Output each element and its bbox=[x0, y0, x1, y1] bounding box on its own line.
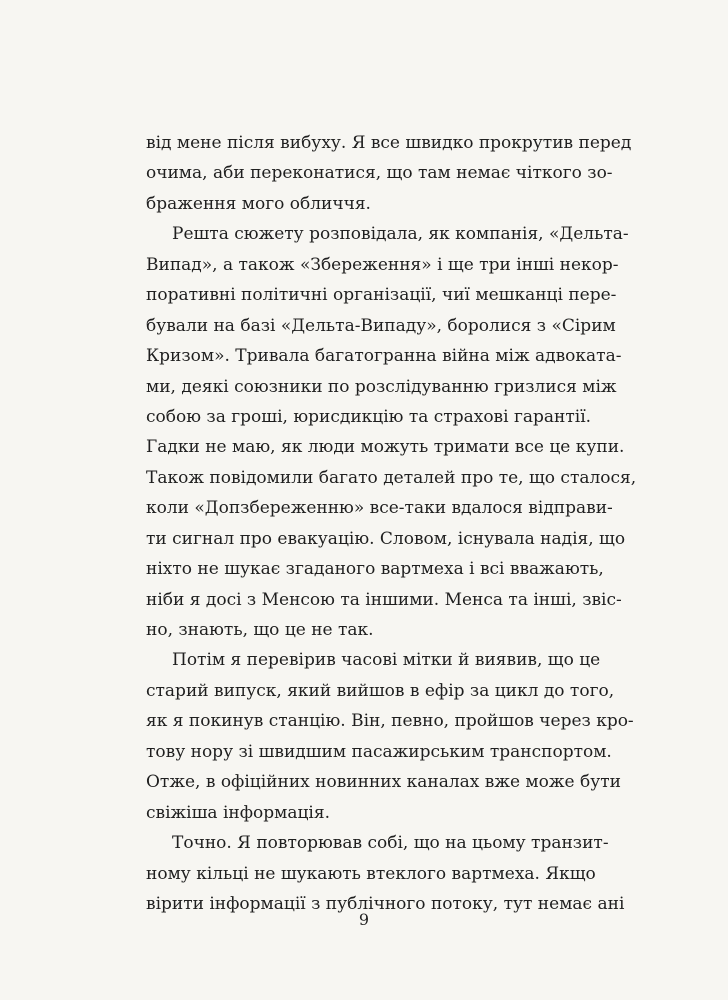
text-line: ніхто не шукає згаданого вартмеха і всі вважають, bbox=[146, 559, 604, 580]
text-line: браження мого обличчя. bbox=[146, 193, 371, 214]
text-line: Також повідомили багато деталей про те, що сталося, bbox=[146, 467, 637, 488]
text-line: ному кільці не шукають втеклого вартмеха. Якщо bbox=[146, 863, 596, 884]
body-text bbox=[146, 128, 637, 919]
text-line: очима, аби переконатися, що там немає чіткого зо- bbox=[146, 163, 613, 184]
text-line: від мене після вибуху. Я все швидко прокрутив перед bbox=[146, 133, 632, 153]
text-line: вірити інформації з публічного потоку, тут немає ані bbox=[146, 893, 625, 914]
text-line: Випад», а також «Збереження» і ще три інші некор- bbox=[146, 254, 619, 275]
text-line: бували на базі «Дельта-Випаду», боролися з «Сірим bbox=[146, 315, 616, 336]
page-number: 9 bbox=[358, 910, 370, 929]
text-line: як я покинув станцію. Він, певно, пройшов через кро- bbox=[146, 711, 634, 732]
text-line: ти сигнал про евакуацію. Словом, існувала надія, що bbox=[146, 528, 626, 549]
text-line: старий випуск, який вийшов в ефір за цикл до того, bbox=[146, 680, 615, 701]
text-line: Точно. Я повторював собі, що на цьому транзит- bbox=[172, 833, 609, 854]
text-line: поративні політичні організації, чиї мешканці пере- bbox=[146, 285, 617, 306]
text-line: свіжіша інформація. bbox=[146, 802, 330, 823]
text-line: ніби я досі з Менсою та іншими. Менса та інші, звіс- bbox=[146, 589, 622, 610]
text-line: собою за гроші, юрисдикцію та страхові гарантії. bbox=[146, 406, 592, 427]
text-line: Кризом». Тривала багатогранна війна між адвоката- bbox=[146, 346, 622, 367]
text-line: коли «Допзбереженню» все-таки вдалося відправи- bbox=[146, 498, 613, 519]
text-line: Потім я перевірив часові мітки й виявив, що це bbox=[172, 650, 601, 671]
text-line: но, знають, що це не так. bbox=[146, 620, 374, 640]
text-line: тову нору зі швидшим пасажирським транспортом. bbox=[146, 741, 612, 762]
text-line: ми, деякі союзники по розслідуванню гризлися між bbox=[146, 376, 617, 397]
text-line: Гадки не маю, як люди можуть тримати все це купи. bbox=[146, 437, 625, 458]
text-line: Решта сюжету розповідала, як компанія, «Дельта- bbox=[172, 224, 629, 245]
text-line: Отже, в офіційних новинних каналах вже може бути bbox=[146, 772, 621, 793]
